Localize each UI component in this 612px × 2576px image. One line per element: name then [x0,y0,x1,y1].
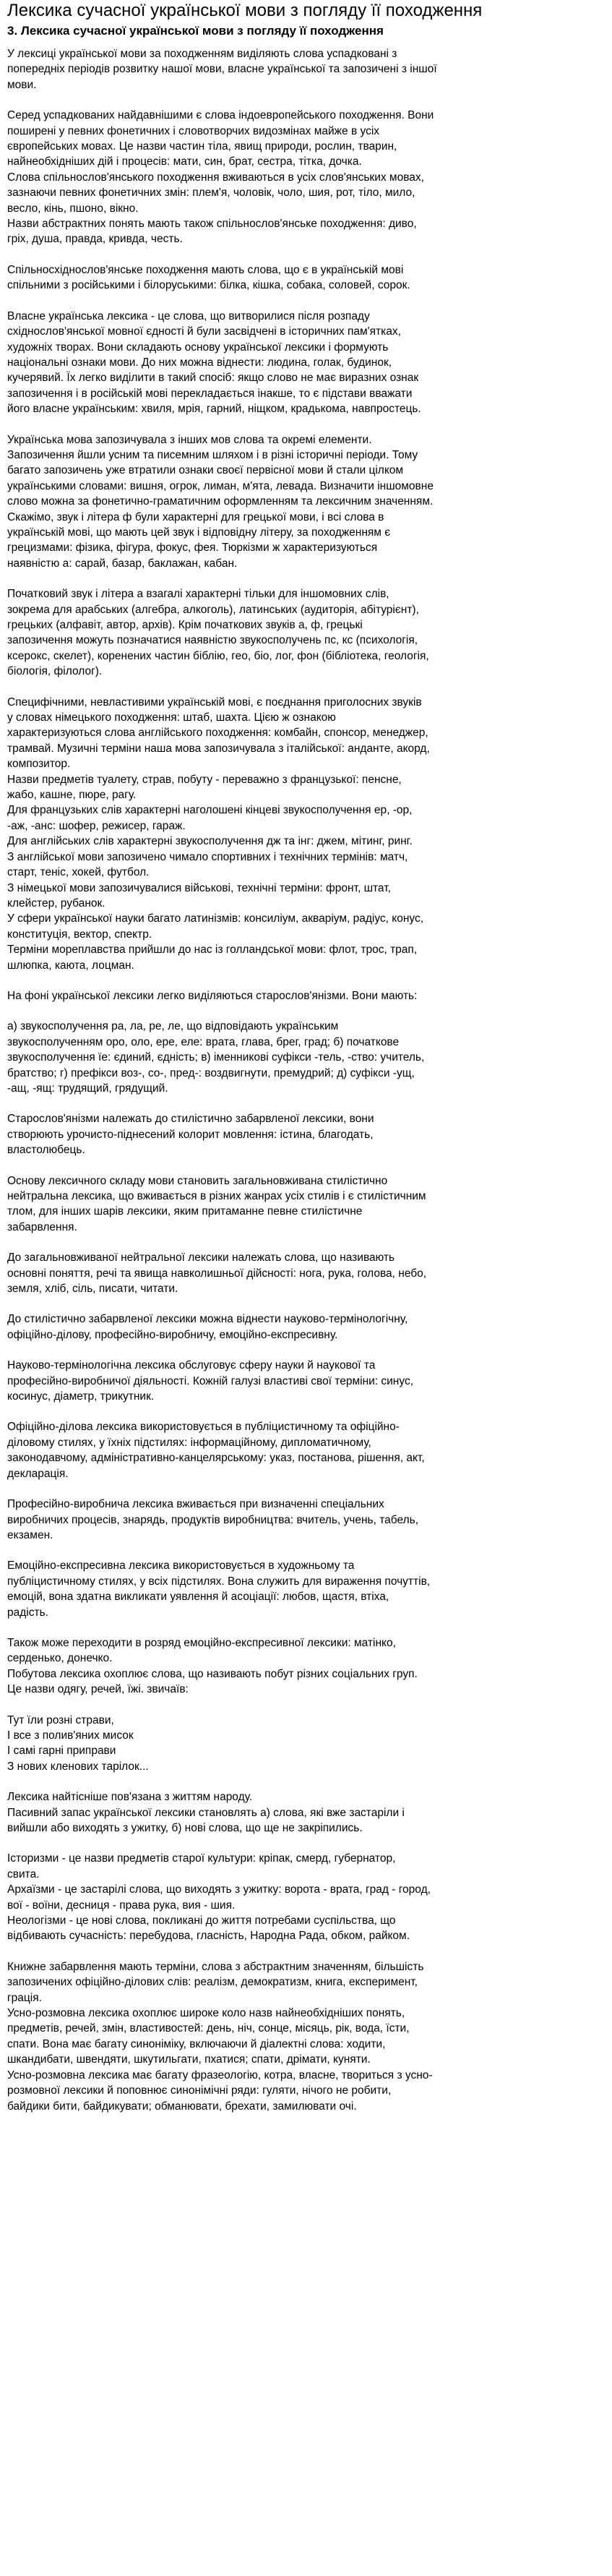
text-line: Українська мова запозичувала з інших мов слова та окремі елементи. [7,433,372,446]
text-line: найнеобхідніших дій і процесів: мати, син, брат, сестра, тітка, дочка. [7,155,362,168]
text-line: Старослов'янізми належать до стилістично забарвленої лексики, вони [7,1113,374,1126]
text-line: Скажімо, звук і літера ф були характерні для грецької мови, і всі слова в [7,510,384,523]
text-line: Лексика найтісніше пов'язана з життям народу. [7,1791,253,1804]
text-line: ксерокс, скелет), коренених частин біблію, гео, біо, лог, фон (бібліотека, геологія, [7,649,429,662]
text-line: публіцистичному стилях, у всіх підстилях. Вона служить для вираження почуттів, [7,1575,431,1588]
text-line: клейстер, рубанок. [7,897,105,910]
text-line: Професійно-виробнича лексика вживається при визначенні спеціальних [7,1498,384,1511]
paragraph [7,1419,603,1481]
text-line: грецьких (алфавіт, автор, архів). Крім початкових звуків а, ф, грецькі [7,619,363,631]
text-line: Основу лексичного складу мови становить загальновживана стилістично [7,1174,388,1187]
text-line: композитор. [7,758,71,771]
text-line: І самі гарні приправи [7,1745,116,1758]
text-line: -ащ, -ящ: трудящий, грядущий. [7,1082,168,1095]
text-line: екзамен. [7,1528,53,1541]
paragraph [7,1558,603,1620]
text-line: нейтральна лексика, що вживається в різних жанрах усіх стилів і є стилістичним [7,1190,426,1202]
paragraph [7,586,603,679]
text-line: декларація. [7,1467,69,1480]
text-line: офіційно-ділову, професійно-виробничу, емоційно-експресивну. [7,1328,338,1341]
text-line: Серед успадкованих найдавнішими є слова індоевропейського походження. Вони [7,109,434,122]
text-line: грецизмами: фізика, фігура, фокус, фея. Тюркізми ж характеризуються [7,542,378,555]
text-line: Назви абстрактних понять мають також спільнослов'янське походження: диво, [7,218,417,231]
text-line: Офіційно-ділова лексика використовується в публіцистичному та офіційно- [7,1421,400,1434]
text-line: Це назви одягу, речей, їжі. звичаїв: [7,1683,189,1696]
text-line: шкандибати, швендяти, шкутильгати, пхатися; спати, дрімати, куняти. [7,2053,371,2066]
text-line: національні ознаки мови. До них можна віднести: людина, голак, будинок, [7,356,392,369]
text-line: а) звукосполучення ра, ла, ре, ле, що відповідають українським [7,1020,339,1033]
text-line: звукосполучення їе: єдиний, єдність; в) іменникові суфікси -тель, -ство: учитель, [7,1051,425,1064]
text-line: У лексиці української мови за походженням виділяють слова успадковані з [7,48,397,60]
text-line: У сфери української науки багато латинізмів: консиліум, акваріум, радіус, конус, [7,912,424,925]
paragraph [7,695,603,973]
text-line: старт, теніс, хокей, футбол. [7,866,150,879]
text-line: Науково-термінологічна лексика обслуговує сферу науки й наукової та [7,1359,376,1372]
text-line: запозичення можуть позначатися наявністю звукосполучень пс, кс (психологія, [7,634,418,647]
text-line: Запозичення йшли усним та писемним шляхом і в різні історичні періоди. Тому [7,448,418,461]
paragraph [7,1311,603,1343]
text-line: До загальновживаної нейтральної лексики належать слова, що називають [7,1251,395,1265]
text-line: біологія, філолог). [7,665,103,678]
text-line: емоцій, вона здатна викликати уявлення й асоціації: любов, щастя, втіха, [7,1591,389,1604]
text-line: З нових кленових тарілок... [7,1760,149,1773]
text-line: наявністю а: сарай, базар, баклажан, кабан. [7,557,238,570]
text-line: характеризуються слова англійського походження: комбайн, спонсор, менеджер, [7,727,428,740]
text-line: Назви предметів туалету, страв, побуту - переважно з французької: пенсне, [7,773,402,786]
text-line: його власне українським: хвиля, мрія, гарний, ніщком, крадькома, навпростець. [7,403,421,416]
text-line: свита. [7,1867,40,1880]
text-line: Побутова лексика охоплює слова, що називають побут різних соціальних груп. [7,1667,418,1680]
paragraph [7,1497,603,1543]
text-line: вийшли або виходять з ужитку, б) нові слова, що ще не закріпились. [7,1822,363,1834]
text-line: відбивають сучасність: перебудова, гласність, Народна Рада, обком, райком. [7,1930,410,1943]
text-line: тлом, для інших шарів лексики, яким притаманне певне стилістичне [7,1205,363,1218]
section-heading: 3. Лексика сучасної української мови з погляду її походження [7,24,384,38]
text-line: Емоційно-експресивна лексика використовується в художньому та [7,1559,355,1572]
text-line: косинус, діаметр, трикутник. [7,1390,155,1403]
text-line: байдики бити, байдикувати; обманювати, брехати, замилювати очі. [7,2100,357,2113]
text-line: законодавчому, адміністративно-канцелярському: указ, постанова, рішення, акт, [7,1452,425,1465]
paragraph [7,1358,603,1404]
text-line: грація. [7,1991,42,2004]
text-line: багато запозичень уже втратили ознаки своєї первісної мови й стали цілком [7,464,404,477]
paragraph [7,309,603,417]
text-line: Для англійських слів характерні звукосполучення дж та інг: джем, мітинг, ринг. [7,835,413,848]
text-line: українськими словами: вишня, огрок, лиман, м'ята, левада. Визначити іншомовне [7,479,434,492]
text-line: мови. [7,78,37,91]
paragraph [7,46,603,93]
text-line: земля, хліб, сіль, писати, читати. [7,1283,178,1296]
text-line: українській мові, що мають цей звук і відповідну літеру, за походженням є [7,526,391,539]
text-line: зазнаючи певних фонетичних змін: плем'я, чоловік, чоло, шия, рот, тіло, мило, [7,187,415,200]
text-line: у словах німецького походження: штаб, шахта. Цією ж ознакою [7,711,336,724]
text-line: зокрема для арабських (алгебра, алкоголь), латинських (аудиторія, абітурієнт), [7,603,419,616]
text-line: східнослов'янської мовної єдності й були засвідчені в історичних пам'ятках, [7,325,401,338]
paragraph [7,1111,603,1158]
document-body [7,46,603,2114]
text-line: Специфічними, невластивими українській мові, є поєднання приголосних звуків [7,696,422,709]
text-line: З англійської мови запозичено чимало спортивних і технічних термінів: матч, [7,850,408,863]
paragraph [7,1789,603,1836]
text-line: Книжне забарвлення мають терміни, слова з абстрактним значенням, більшість [7,1960,424,1973]
text-line: слово можна за фонетично-граматичним оформленням та лексичним значенням. [7,495,434,508]
text-line: європейських мовах. Це назви частин тіла, явищ природи, рослин, тварин, [7,140,397,153]
text-line: запозичених офіційно-ділових слів: реалізм, демократизм, книга, експеримент, [7,1976,418,1989]
text-line: І все з полив'яних мисок [7,1729,134,1742]
paragraph [7,1173,603,1236]
text-line: Пасивний запас української лексики становлять а) слова, які вже застаріли і [7,1806,405,1819]
paragraph [7,1250,603,1296]
paragraph [7,1851,603,1943]
text-line: Неологізми - це нові слова, покликані до життя потребами суспільства, що [7,1914,396,1927]
text-line: властолюбець. [7,1144,85,1157]
page-title: Лексика сучасної української мови з погляду її походження [7,1,483,20]
text-line: жабо, кашне, пюре, рагу. [7,789,137,802]
text-line: весло, кінь, пшоно, вікно. [7,202,139,215]
paragraph [7,262,603,294]
text-line: братство; г) префікси воз-, со-, пред-: воздвигнути, премудрий; д) суфікси -ущ, [7,1066,415,1079]
paragraph [7,108,603,247]
text-line: З німецької мови запозичувалися військові, технічні терміни: фронт, штат, [7,881,391,894]
paragraph [7,988,603,1004]
text-line: трамвай. Музичні терміни наша мова запозичувала з італійської: андантe, акорд, [7,742,430,755]
text-line: Тут їли розні страви, [7,1713,114,1726]
text-line: Слова спільнослов'янського походження вживаються в усіх слов'янських мовах, [7,171,424,184]
text-line: професійно-виробничої діяльності. Кожній галузі властиві свої терміни: синус, [7,1374,413,1387]
text-line: Терміни мореплавства прийшли до нас із голландської мови: флот, трос, трап, [7,943,418,957]
text-line: Також може переходити в розряд емоційно-експресивної лексики: матінко, [7,1636,396,1649]
text-line: створюють урочисто-піднесений колорит мовлення: істина, благодать, [7,1128,374,1141]
text-line: Початковий звук і літера а взагалі характерні тільки для іншомовних слів, [7,588,389,601]
text-line: шлюпка, каюта, лоцман. [7,959,134,972]
text-line: Спільносхіднослов'янське походження мають слова, що є в українській мові [7,263,404,276]
text-line: На фоні української лексики легко виділяються старослов'янізми. Вони мають: [7,989,418,1002]
text-line: Історизми - це назви предметів старої культури: кріпак, смерд, губернатор, [7,1852,396,1865]
text-line: спати. Вона має багату синоніміку, включаючи й діалектні слова: ходити, [7,2037,386,2050]
text-line: конституція, вектор, спектр. [7,928,152,941]
text-line: основні поняття, речі та явища навколишньої дійсності: нога, рука, голова, небо, [7,1267,427,1280]
text-line: кучерявий. Їх легко виділити в такий спосіб: якщо слово не має виразних ознак [7,372,419,385]
paragraph [7,1959,603,2114]
text-line: Архаїзми - це застарілі слова, що виходять з ужитку: ворота - врата, град - город, [7,1883,431,1896]
text-line: вої - воїни, десниця - права рука, вия - шия. [7,1899,236,1912]
text-line: художніх творах. Вони складають основу української лексики і формують [7,341,389,354]
text-line: Усно-розмовна лексика має багату фразеологію, котра, власне, твориться з усно- [7,2068,433,2081]
text-line: серденько, донечко. [7,1652,113,1665]
text-line: радість. [7,1606,48,1619]
text-line: попередніх періодів розвитку нашої мови, власне української та запозичені з іншої [7,63,437,76]
text-line: До стилістично забарвленої лексики можна віднести науково-термінологічну, [7,1313,408,1326]
text-line: Для французьких слів характерні наголошені кінцеві звукосполучення ер, -ор, [7,804,413,817]
text-line: Власне українська лексика - це слова, що витворилися після розпаду [7,309,370,322]
paragraph [7,1713,603,1775]
text-line: гріх, душа, правда, кривда, честь. [7,233,183,246]
text-line: спільними з російськими і білоруськими: білка, кішка, собака, соловей, сорок. [7,279,410,292]
text-line: розмовної лексики й поповнює синонімічні ряди: гуляти, нічого не робити, [7,2084,392,2097]
text-line: Усно-розмовна лексика охоплює широке коло назв найнеобхідніших понять, [7,2007,405,2020]
text-line: звукосполученням оро, оло, ере, еле: врата, глава, брег, град; б) початкове [7,1035,400,1048]
text-line: -аж, -анс: шофер, режисер, гараж. [7,819,186,832]
text-line: виробничих процесів, знарядь, продуктів виробництва: вчитель, учень, табель, [7,1513,419,1526]
paragraph [7,432,603,572]
text-line: забарвлення. [7,1220,77,1233]
text-line: поширені у певних фонетичних і словотворчих видозмінах майже в усіх [7,124,380,137]
text-line: діловому стилях, у їхніх підстилях: інформаційному, дипломатичному, [7,1436,371,1449]
text-line: предметів, речей, змін, властивостей: день, ніч, сонце, місяць, рік, вода, їсти, [7,2022,410,2035]
paragraph [7,1635,603,1698]
paragraph [7,1019,603,1096]
text-line: запозичення і в російській мові перекладається інакше, то є підстави вважати [7,387,413,400]
